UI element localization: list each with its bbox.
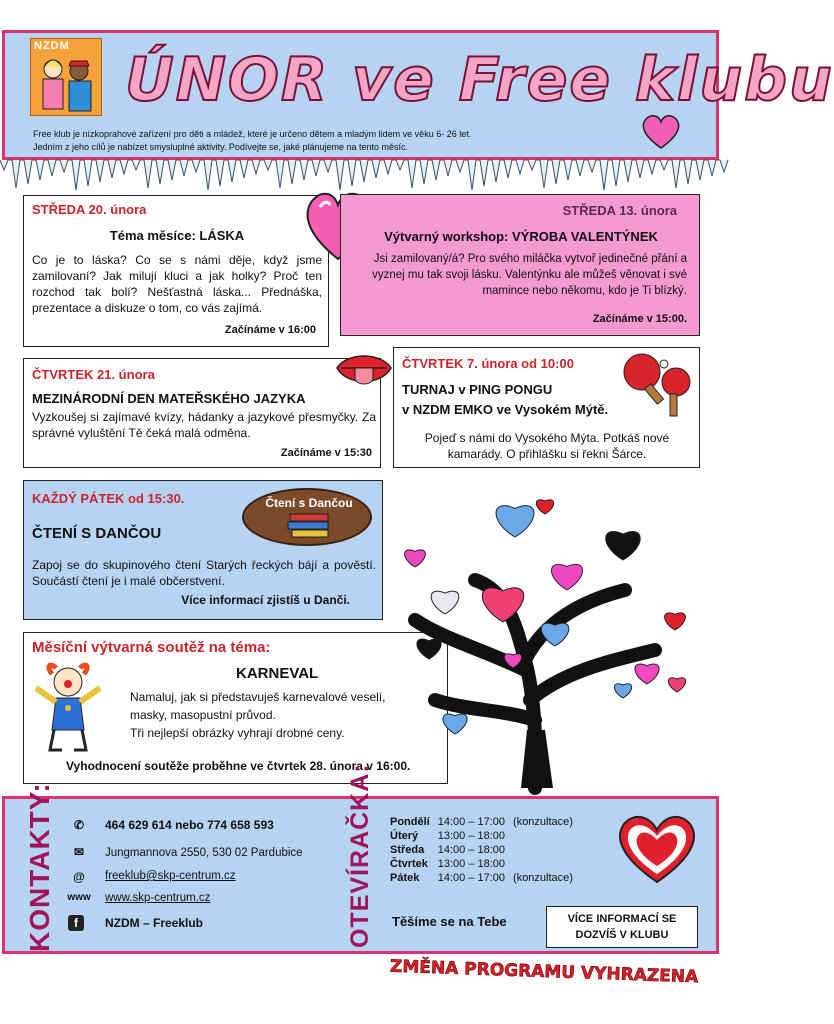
more-info-box: VÍCE INFORMACÍ SE DOZVÍŠ V KLUBU xyxy=(546,906,698,948)
contest-result: Vyhodnocení soutěže proběhne ve čtvrtek 28. února v 16:00. xyxy=(66,759,411,773)
event-streda13 xyxy=(340,194,700,336)
event-date: ČTVRTEK 21. února xyxy=(32,367,155,382)
hours-note xyxy=(513,857,581,871)
hours-day: Čtvrtek xyxy=(390,858,428,870)
heart-icon xyxy=(640,112,682,152)
lips-icon xyxy=(333,348,395,392)
clown-icon xyxy=(30,660,106,756)
tree-heart-icon xyxy=(551,564,582,590)
contest-line1: Namaluj, jak si představuješ karnevalové veselí, xyxy=(130,690,386,704)
tree-heart-icon xyxy=(635,664,659,684)
web-icon: www xyxy=(67,892,91,903)
hours-row xyxy=(390,829,581,843)
contact-phone: 464 629 614 nebo 774 658 593 xyxy=(105,818,274,832)
event-time: Začínáme v 15:00. xyxy=(592,313,687,325)
contact-facebook: NZDM – Freeklub xyxy=(105,916,204,930)
opening-hours-label: OTEVÍRAČKA: xyxy=(346,763,374,948)
intro-text: Free klub je nízkoprahové zařízení pro děti a mládež, které je určeno dětem a mladým lidem ve věku 6- 26 let. Jedním z jeho cílů je nabízet smysluplné aktivity. Podívejte se, jaké plánujeme na tento měsíc. xyxy=(33,129,472,152)
program-change-banner: ZMĚNA PROGRAMU VYHRAZENA xyxy=(389,956,699,988)
event-time: Začínáme v 16:00 xyxy=(224,324,316,336)
contest-theme: KARNEVAL xyxy=(236,665,319,682)
reading-badge: Čtení s Dančou xyxy=(242,488,372,546)
event-title: Téma měsíce: LÁSKA xyxy=(109,228,245,243)
hours-time: 14:00 – 17:00 xyxy=(437,872,506,884)
hours-time: 13:00 – 18:00 xyxy=(437,830,506,842)
contacts-label: KONTAKTY: xyxy=(24,782,55,952)
heart-tree-illustration xyxy=(385,470,705,790)
hours-row xyxy=(390,871,581,885)
hours-time: 13:00 – 18:00 xyxy=(437,858,506,870)
tree-heart-icon xyxy=(405,550,426,567)
event-date: STŘEDA 13. února xyxy=(562,203,677,218)
phone-icon: ✆ xyxy=(73,818,85,832)
event-streda20 xyxy=(23,195,329,347)
hours-time: 14:00 – 18:00 xyxy=(437,844,506,856)
page-title: ÚNOR ve Free klubu xyxy=(125,45,834,115)
contact-address: Jungmannova 2550, 530 02 Pardubice xyxy=(105,847,303,859)
hours-day: Úterý xyxy=(390,830,419,842)
event-title: MEZINÁRODNÍ DEN MATEŘSKÉHO JAZYKA xyxy=(32,391,306,406)
email-icon: @ xyxy=(73,870,85,884)
facebook-icon: f xyxy=(68,915,84,931)
tree-heart-icon xyxy=(668,678,685,692)
hours-row xyxy=(390,815,581,829)
hours-note: (konzultace) xyxy=(513,816,573,828)
event-body: Pojeď s námi do Vysokého Mýta. Potkáš nové kamarády. O přihlášku si řekni Šárce. xyxy=(424,431,670,461)
event-date: ČTVRTEK 7. února od 10:00 xyxy=(402,356,574,371)
event-date: STŘEDA 20. února xyxy=(32,202,147,217)
tree-heart-icon xyxy=(606,531,641,560)
contest-line2: masky, masopustní průvod. xyxy=(130,708,276,722)
tree-heart-icon xyxy=(496,506,534,537)
event-title: TURNAJ v PING PONGU xyxy=(402,382,553,397)
hours-day: Pondělí xyxy=(390,816,430,828)
event-title: Výtvarný workshop: VÝROBA VALENTÝNEK xyxy=(384,229,658,244)
event-time: Začínáme v 15:30 xyxy=(280,447,372,459)
event-body: Jsi zamilovaný/á? Pro svého miláčka vytvoř jedinečné přání a vyznej mu tak svoji lásku. Valentýnku ale můžeš věnovat i své mamince nebo někomu, kdo je Ti blízký. xyxy=(372,253,687,297)
hours-note: (konzultace) xyxy=(513,872,573,884)
contact-web[interactable]: www.skp-centrum.cz xyxy=(105,892,211,904)
opening-hours-table xyxy=(390,815,581,885)
hours-note xyxy=(513,843,581,857)
hours-note xyxy=(513,829,581,843)
event-body: Co je to láska? Co se s námi děje, když jsme zamilovaní? Jak milují kluci a jak holky? Proč ten rozchod tak bolí? Nešťastná láska... Přednáška, prezentace a diskuze o tom, co vás zajímá. xyxy=(32,253,322,315)
event-subtitle: v NZDM EMKO ve Vysokém Mýtě. xyxy=(402,402,609,417)
hours-row xyxy=(390,857,581,871)
event-ctvrtek21 xyxy=(23,358,381,468)
tree-heart-icon xyxy=(443,714,467,734)
contest-heading: Měsíční výtvarná soutěž na téma: xyxy=(32,639,271,656)
tree-heart-icon xyxy=(614,684,631,698)
tree-heart-icon xyxy=(665,613,686,630)
tree-heart-icon xyxy=(541,623,569,646)
footer-heart-icon xyxy=(612,808,702,888)
envelope-icon: ✉ xyxy=(73,845,85,859)
event-body: Zapoj se do skupinového čtení Starých řeckých bájí a pověstí. Součástí čtení je i malé občerstvení. xyxy=(32,558,376,588)
books-icon xyxy=(286,512,332,542)
event-more: Více informací zjistíš u Danči. xyxy=(181,593,350,607)
hours-row xyxy=(390,843,581,857)
tree-heart-icon xyxy=(536,500,553,514)
tree-heart-icon xyxy=(417,639,441,659)
contact-email[interactable]: freeklub@skp-centrum.cz xyxy=(105,870,236,882)
event-date: KAŽDÝ PÁTEK od 15:30. xyxy=(32,491,185,506)
logo-text: NZDM xyxy=(34,40,70,52)
event-body: Vyzkoušej si zajímavé kvízy, hádanky a jazykové přesmyčky. Za správné vyluštění Tě čeká malá odměna. xyxy=(32,410,376,440)
hours-day: Středa xyxy=(390,844,425,856)
hours-time: 14:00 – 17:00 xyxy=(437,816,506,828)
event-title: ČTENÍ S DANČOU xyxy=(32,525,162,542)
contest-line3: Tři nejlepší obrázky vyhrají drobné ceny. xyxy=(130,726,345,740)
greeting: Těšíme se na Tebe xyxy=(392,914,507,929)
ping-pong-icon xyxy=(620,350,694,422)
tree-heart-icon xyxy=(431,591,459,614)
hours-day: Pátek xyxy=(390,872,420,884)
